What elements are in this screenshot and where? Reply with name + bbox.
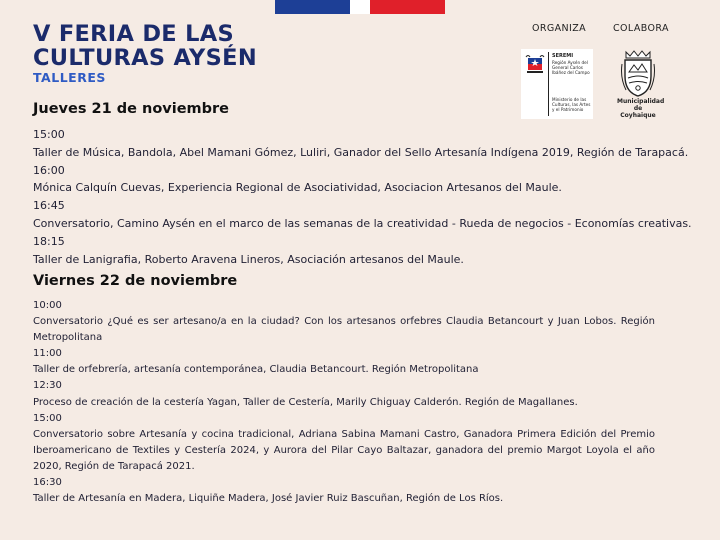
municipality-name-1: Municipalidad: [617, 98, 665, 105]
day-title-thursday: Jueves 21 de noviembre: [33, 101, 230, 117]
session-time: 18:15: [33, 234, 65, 248]
title-line-2: CULTURAS AYSÉN: [33, 45, 257, 71]
session-description: Taller de Artesanía en Madera, Liquiñe Madera, José Javier Ruiz Bascuñan, Región de Los Ríos.: [33, 493, 504, 505]
flag-red-band: [370, 0, 445, 14]
session-description: Taller de orfebrería, artesanía contemporánea, Claudia Betancourt. Región Metropolitana: [33, 364, 479, 376]
flag-blue-band: [275, 0, 350, 14]
friday-sessions: [33, 298, 655, 507]
session-description: Conversatorio, Camino Aysén en el marco de las semanas de la creatividad - Rueda de negocios - Economías creativas.: [33, 216, 692, 230]
session-time: 16:45: [33, 199, 65, 213]
chile-flag-stripe: [275, 0, 445, 14]
session-time: 15:00: [33, 412, 62, 424]
day-title-friday: Viernes 22 de noviembre: [33, 273, 238, 289]
municipality-name-2: de Coyhaique: [620, 105, 656, 119]
municipality-logo: [617, 48, 665, 119]
session-description: Taller de Lanigrafia, Roberto Aravena Lineros, Asociación artesanos del Maule.: [33, 252, 464, 266]
ministry-name: Ministerio de las Culturas, las Artes y el Patrimonio: [552, 97, 591, 112]
session-description: Conversatorio sobre Artesanía y cocina tradicional, Adriana Sabina Mamani Castro, Ganadora Primera Edición del Premio Iberoamericano de Textiles y Cestería 2024, y Aurora del Pilar Cayo Baltazar, ganadora del premio Margot Loyola el año 2020, Región de Tarapacá 2021.: [33, 428, 655, 472]
organiza-label: ORGANIZA: [532, 23, 587, 34]
thursday-sessions: [33, 126, 692, 268]
session-time: 15:00: [33, 128, 65, 141]
session-time: 16:00: [33, 163, 65, 177]
session-description: Mónica Calquín Cuevas, Experiencia Regional de Asociatividad, Asociacion Artesanos del Maule.: [33, 181, 562, 195]
session-description: Conversatorio ¿Qué es ser artesano/a en la ciudad? Con los artesanos orfebres Claudia Betancourt y Juan Lobos. Región Metropolitana: [33, 316, 655, 344]
event-title: [33, 22, 257, 85]
seremi-region: Región Aysén del General Carlos Ibáñez del Campo: [552, 60, 590, 75]
session-time: 16:30: [33, 477, 62, 489]
flag-white-band: [350, 0, 370, 14]
coyhaique-crest-icon: [620, 48, 656, 98]
session-description: Taller de Música, Bandola, Abel Mamani Gómez, Luliri, Ganador del Sello Artesanía Indígena 2019, Región de Tarapacá.: [33, 145, 689, 159]
session-time: 11:00: [33, 348, 62, 360]
colabora-label: COLABORA: [613, 23, 669, 34]
chile-coat-of-arms-icon: [524, 53, 546, 75]
session-description: Proceso de creación de la cestería Yagan, Taller de Cestería, Marily Chiguay Calderón. Región de Magallanes.: [33, 396, 578, 408]
logo-divider: [548, 52, 549, 116]
session-time: 12:30: [33, 380, 62, 392]
subtitle: TALLERES: [33, 70, 106, 85]
title-line-1: V FERIA DE LAS: [33, 21, 234, 47]
ministry-logo: [521, 49, 593, 119]
session-time: 10:00: [33, 300, 62, 311]
seremi-label: SEREMI: [552, 53, 574, 59]
